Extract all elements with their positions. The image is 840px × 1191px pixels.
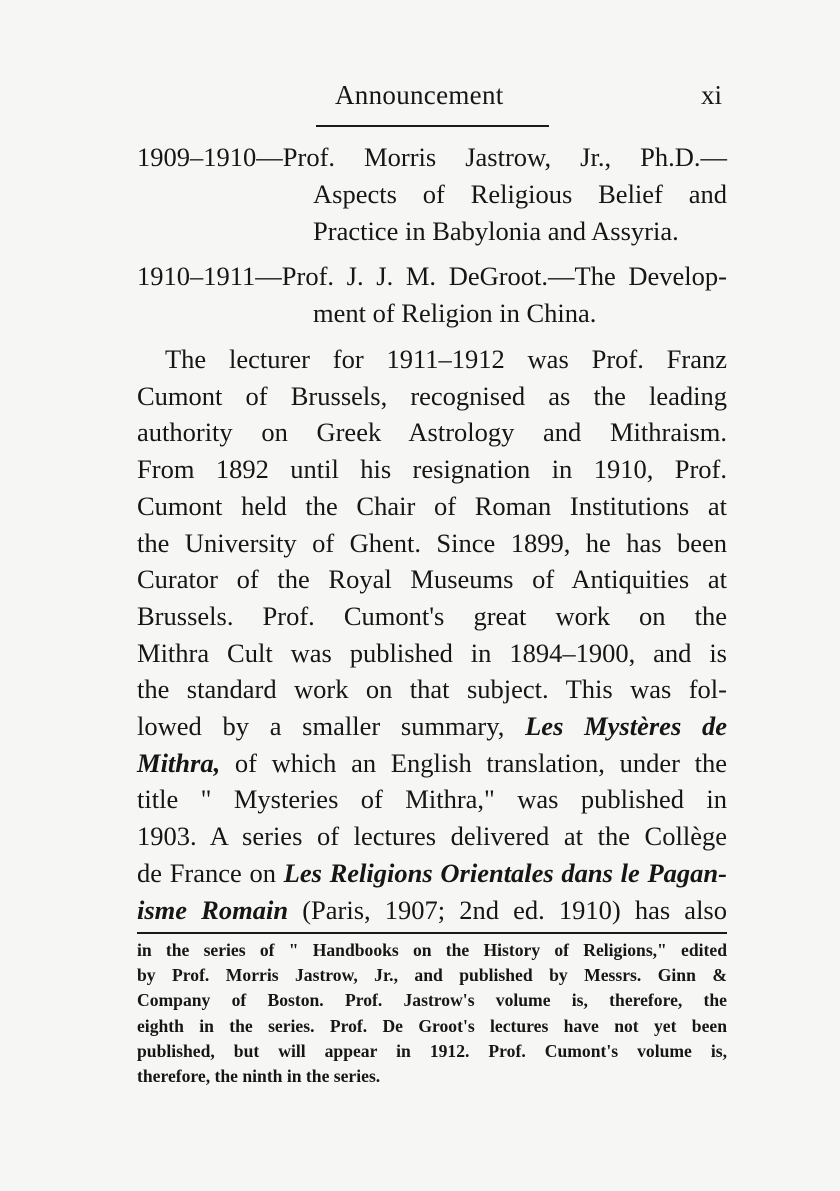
paragraph-line: The lecturer for 1911–1912 was Prof. Franz (165, 344, 727, 374)
footnote-line: in the series of " Handbooks on the History of Religions," edited (137, 940, 727, 960)
footnote (137, 938, 727, 1089)
paragraph-line: the University of Ghent. Since 1899, he has been (137, 527, 727, 558)
entry-line: ment of Religion in China. (313, 298, 597, 328)
book-title-italic: Les Mystères de (525, 711, 727, 742)
running-title: Announcement (335, 80, 504, 110)
book-title-italic: Mithra, (137, 747, 221, 778)
paragraph-line (137, 708, 727, 745)
lecture-entry-1910 (137, 258, 727, 332)
entry-line: 1910–1911—Prof. J. J. M. DeGroot.—The Develop- (137, 261, 727, 291)
paragraph-line: From 1892 until his resignation in 1910, Prof. (137, 454, 727, 485)
footnote-line: by Prof. Morris Jastrow, Jr., and published by Messrs. Ginn & (137, 965, 727, 986)
body-paragraph (137, 341, 727, 928)
entry-line: Aspects of Religious Belief and (313, 179, 727, 209)
footnote-line: Company of Boston. Prof. Jastrow's volume is, therefore, the (137, 990, 727, 1011)
paragraph-text: (Paris, 1907; 2nd ed. 1910) has also (288, 894, 727, 925)
paragraph-line: 1903. A series of lectures delivered at the Collège (137, 821, 727, 852)
paragraph-line: Curator of the Royal Museums of Antiquities at (137, 564, 727, 595)
footnote-rule (137, 932, 727, 934)
paragraph-text: de France on (137, 857, 284, 888)
entry-line: 1909–1910—Prof. Morris Jastrow, Jr., Ph.D.— (137, 142, 727, 172)
paragraph-line: Mithra Cult was published in 1894–1900, and is (137, 637, 727, 668)
paragraph-line: Brussels. Prof. Cumont's great work on the (137, 600, 727, 631)
paragraph-text: of which an English translation, under the (220, 747, 727, 778)
page-number: xi (700, 80, 722, 110)
paragraph-line: Cumont of Brussels, recognised as the leading (137, 380, 727, 411)
footnote-line: therefore, the ninth in the series. (137, 1066, 381, 1087)
book-title-italic: Les Religions Orientales dans le Pagan- (283, 857, 727, 888)
paragraph-line (137, 855, 727, 892)
paragraph-line: authority on Greek Astrology and Mithraism. (137, 417, 727, 448)
paragraph-text: lowed by a smaller summary, (137, 711, 526, 742)
paragraph-line: title " Mysteries of Mithra," was published in (137, 784, 727, 815)
book-title-italic: isme Romain (137, 894, 289, 925)
footnote-line: published, but will appear in 1912. Prof. Cumont's volume is, (137, 1040, 727, 1061)
paragraph-line: the standard work on that subject. This was fol- (137, 674, 727, 705)
header-rule (316, 125, 549, 127)
footnote-line: eighth in the series. Prof. De Groot's lectures have not yet been (137, 1015, 727, 1036)
paragraph-line (137, 745, 727, 782)
lecture-entry-1909 (137, 139, 727, 250)
paragraph-line (137, 892, 727, 929)
running-head (135, 80, 725, 120)
paragraph-line: Cumont held the Chair of Roman Institutions at (137, 490, 727, 521)
entry-line: Practice in Babylonia and Assyria. (313, 216, 679, 246)
